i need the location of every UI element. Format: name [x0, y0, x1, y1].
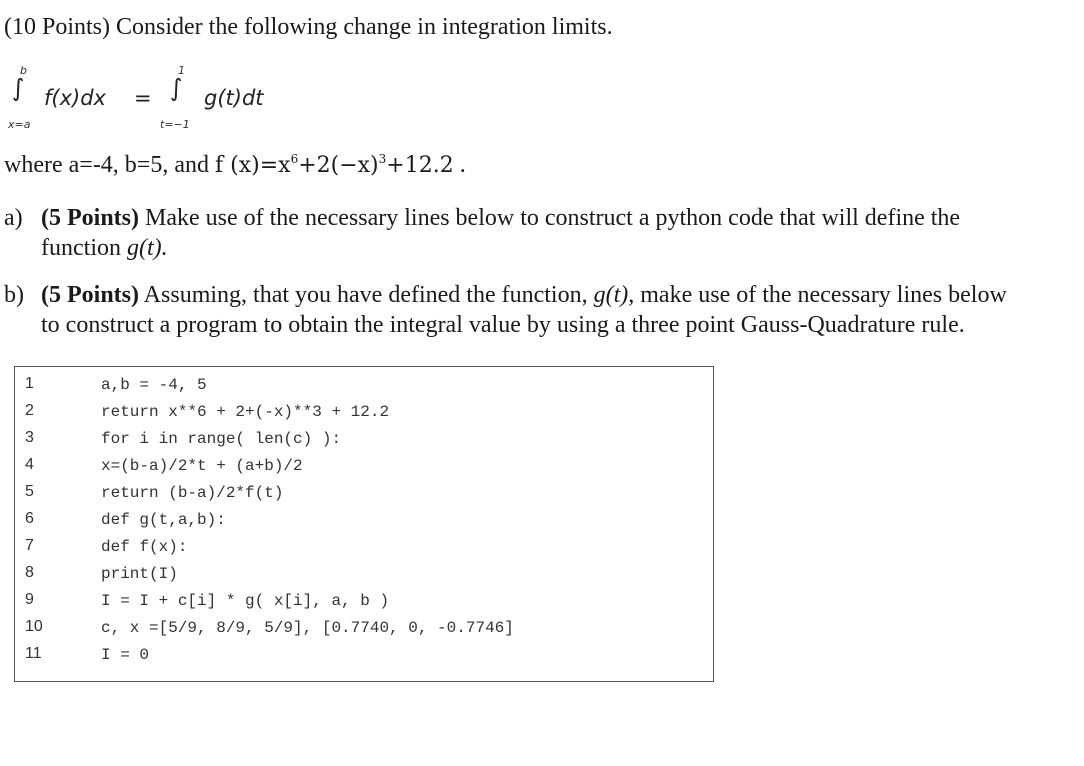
left-upper-limit: b [20, 64, 27, 77]
part-b-function-name: g(t), [593, 282, 635, 308]
line-number: 9 [25, 591, 34, 608]
part-b [4, 280, 1080, 342]
line-number: 3 [25, 429, 34, 446]
code-text: I = I + c[i] * g( x[i], a, b ) [101, 592, 390, 610]
code-line-2 [15, 402, 713, 429]
code-line-9 [15, 591, 713, 618]
part-b-line1-pre: Assuming, that you have defined the function, [139, 282, 594, 308]
part-b-line1-post: make use of the necessary lines below [634, 282, 1007, 308]
part-b-line1 [41, 280, 1007, 310]
code-listing [14, 366, 714, 682]
where-text: where a=-4, b=5, and [4, 152, 215, 178]
part-b-label: b) [4, 282, 24, 308]
right-lower-limit: t=−1 [160, 118, 190, 131]
exponent-3: 3 [378, 152, 387, 166]
part-b-points: (5 Points) [41, 282, 139, 308]
right-integral-sign: ∫ [170, 74, 183, 102]
exponent-6: 6 [290, 152, 299, 166]
question-header: (10 Points) Consider the following change in integration limits. [4, 14, 613, 40]
f-suffix: +12.2 [386, 153, 454, 178]
code-text: c, x =[5/9, 8/9, 5/9], [0.7740, 0, -0.7746] [101, 619, 514, 637]
line-number: 2 [25, 402, 34, 419]
code-text: return x**6 + 2+(-x)**3 + 12.2 [101, 403, 390, 421]
integral-equation [0, 60, 320, 136]
code-line-6 [15, 510, 713, 537]
line-number: 1 [25, 375, 34, 392]
line-number: 4 [25, 456, 34, 473]
part-a [4, 203, 1074, 265]
left-lower-limit: x=a [8, 118, 31, 131]
code-line-11 [15, 645, 713, 672]
code-text: def g(t,a,b): [101, 511, 226, 529]
code-line-7 [15, 537, 713, 564]
right-upper-limit: 1 [178, 64, 185, 77]
code-line-4 [15, 456, 713, 483]
code-text: for i in range( len(c) ): [101, 430, 342, 448]
part-a-line1 [41, 203, 960, 233]
part-b-line2: to construct a program to obtain the integral value by using a three point Gauss-Quadrature rule. [41, 312, 965, 338]
equals-sign: = [134, 86, 152, 110]
code-text: a,b = -4, 5 [101, 376, 207, 394]
code-line-3 [15, 429, 713, 456]
code-text: I = 0 [101, 646, 150, 664]
code-text: def f(x): [101, 538, 188, 556]
code-text: x=(b-a)/2*t + (a+b)/2 [101, 457, 303, 475]
line-number: 11 [25, 645, 42, 662]
line-number: 5 [25, 483, 34, 500]
part-a-line1-text: Make use of the necessary lines below to construct a python code that will define the [139, 205, 961, 231]
left-integrand: f(x)dx [44, 86, 106, 110]
f-mid: +2(−x) [298, 153, 379, 178]
code-line-5 [15, 483, 713, 510]
code-line-1 [15, 375, 713, 402]
code-text: return (b-a)/2*f(t) [101, 484, 284, 502]
part-a-points: (5 Points) [41, 205, 139, 231]
line-number: 8 [25, 564, 34, 581]
part-a-label: a) [4, 205, 23, 231]
f-prefix: f (x)=x [215, 153, 291, 178]
where-period: . [453, 152, 466, 178]
code-text: print(I) [101, 565, 178, 583]
line-number: 10 [25, 618, 43, 635]
function-definition [215, 153, 454, 178]
line-number: 7 [25, 537, 34, 554]
where-statement [4, 152, 466, 179]
line-number: 6 [25, 510, 34, 527]
part-a-line2-pre: function [41, 235, 127, 261]
code-line-8 [15, 564, 713, 591]
part-a-function-name: g(t). [126, 235, 168, 261]
left-integral-sign: ∫ [12, 74, 25, 102]
code-line-10 [15, 618, 713, 645]
right-integrand: g(t)dt [204, 86, 264, 110]
part-a-line2 [41, 233, 168, 263]
